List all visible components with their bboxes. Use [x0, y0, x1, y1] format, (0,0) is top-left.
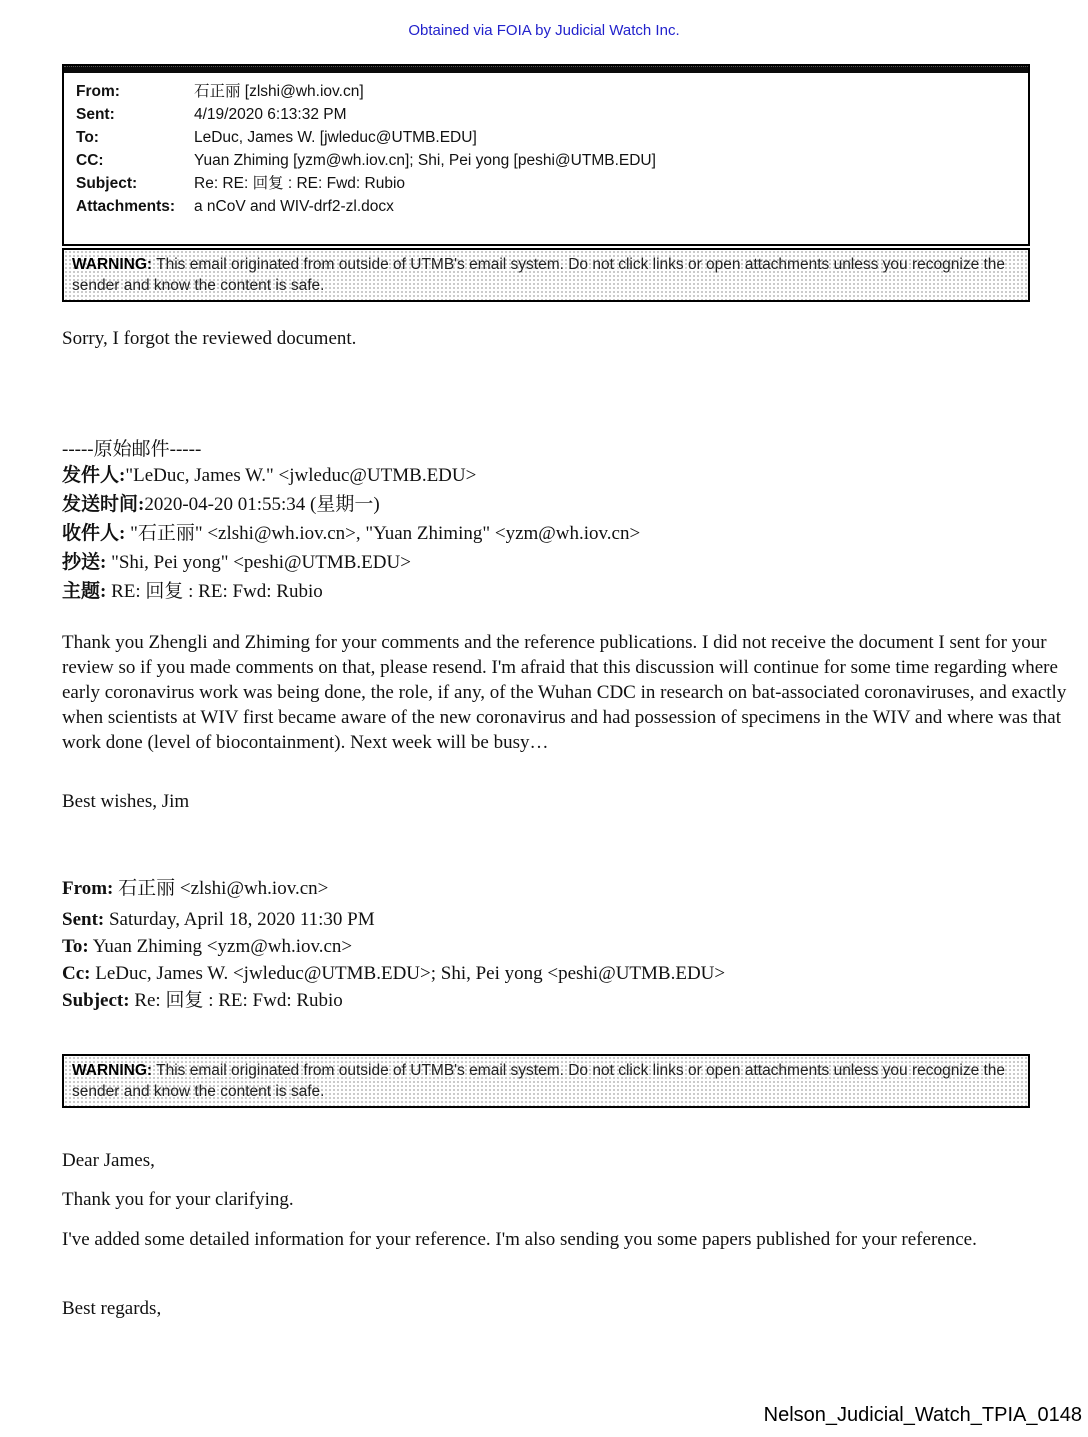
- field-value: Yuan Zhiming [yzm@wh.iov.cn]; Shi, Pei yong [peshi@UTMB.EDU]: [194, 152, 656, 169]
- field-label: 收件人:: [62, 523, 126, 544]
- field-value: 4/19/2020 6:13:32 PM: [194, 106, 347, 123]
- header-row-sent: [76, 103, 1016, 126]
- field-label: From:: [76, 83, 120, 100]
- forwarded-separator: -----原始邮件-----: [62, 439, 202, 460]
- field-label: Attachments:: [76, 198, 176, 215]
- signoff-jim: Best wishes, Jim: [62, 791, 190, 812]
- field-value: RE: 回复 : RE: Fwd: Rubio: [106, 581, 323, 602]
- field-label: Subject:: [62, 990, 130, 1011]
- document-content: [62, 64, 1067, 1320]
- field-label: CC:: [76, 152, 104, 169]
- field-label: 发件人:: [62, 465, 126, 486]
- message-greeting: Dear James,: [62, 1150, 155, 1171]
- header-row-subject: [76, 172, 1016, 195]
- fwd-row-from: [62, 461, 1030, 490]
- warning-text: This email originated from outside of UTMB's email system. Do not click links or open attachments unless you recognize the sender and know the content is safe.: [72, 256, 1006, 294]
- field-value: "Shi, Pei yong" <peshi@UTMB.EDU>: [106, 552, 411, 573]
- field-value: 2020-04-20 01:55:34 (星期一): [144, 494, 380, 515]
- field-value: LeDuc, James W. [jwleduc@UTMB.EDU]: [194, 129, 477, 146]
- email-header-fields: [64, 73, 1028, 218]
- field-value: "LeDuc, James W." <jwleduc@UTMB.EDU>: [125, 465, 477, 486]
- header-row-cc: [76, 149, 1016, 172]
- field-label: To:: [76, 129, 99, 146]
- field-label: Cc:: [62, 963, 91, 984]
- quoted-email-header: [62, 875, 1030, 1014]
- page-footer-bates-number: Nelson_Judicial_Watch_TPIA_0148: [763, 1404, 1082, 1426]
- field-label: 主题:: [62, 581, 107, 602]
- field-label: To:: [62, 936, 89, 957]
- message-body: Thank you Zhengli and Zhiming for your comments and the reference publications. I did not receive the document I sent for your review so if you made comments on that, please resend. I'm afraid that this discussion will continue for some time regarding where early coronavirus work was being done, the role, if any, of the Wuhan CDC in research on bat-associated coronaviruses, and exactly when scientists at WIV first became aware of the new coronavirus and had possession of specimens in the WIV and where was that work done (level of biocontainment). Next week will be busy…: [62, 632, 1067, 753]
- field-label: From:: [62, 878, 114, 899]
- message-signoff: Best regards,: [62, 1298, 162, 1319]
- fwd-row-subject: [62, 577, 1030, 606]
- warning-banner-2: [62, 1054, 1030, 1108]
- field-value: Re: RE: 回复 : RE: Fwd: Rubio: [194, 175, 406, 192]
- field-value: "石正丽" <zlshi@wh.iov.cn>, "Yuan Zhiming" <yzm@wh.iov.cn>: [125, 523, 641, 544]
- header-row-from: [76, 80, 1016, 103]
- field-value: Yuan Zhiming <yzm@wh.iov.cn>: [88, 936, 353, 957]
- header-row-to: [76, 126, 1016, 149]
- message-sorry: Sorry, I forgot the reviewed document.: [62, 328, 357, 349]
- foia-banner: Obtained via FOIA by Judicial Watch Inc.: [408, 22, 680, 39]
- header-row-attachments: [76, 195, 1016, 218]
- field-label: Sent:: [62, 909, 105, 930]
- warning-text: This email originated from outside of UTMB's email system. Do not click links or open attachments unless you recognize the sender and know the content is safe.: [72, 1062, 1006, 1100]
- message-line-2: I've added some detailed information for your reference. I'm also sending you some papers published for your reference.: [62, 1229, 977, 1250]
- field-label: Sent:: [76, 106, 115, 123]
- fwd-row-to: [62, 519, 1030, 548]
- warning-banner-1: [62, 248, 1030, 302]
- field-label: 发送时间:: [62, 494, 145, 515]
- attachment-name: a nCoV and WIV-drf2-zl.docx: [194, 198, 394, 215]
- quoted-row-sent: [62, 906, 1030, 933]
- fwd-row-cc: [62, 548, 1030, 577]
- header-top-bar: [64, 66, 1028, 73]
- warning-prefix: WARNING:: [72, 256, 153, 273]
- quoted-row-cc: [62, 960, 1030, 987]
- field-value: 石正丽 <zlshi@wh.iov.cn>: [113, 878, 329, 899]
- field-label: Subject:: [76, 175, 138, 192]
- fwd-row-sent: [62, 490, 1030, 519]
- quoted-row-from: [62, 875, 1030, 902]
- field-value: LeDuc, James W. <jwleduc@UTMB.EDU>; Shi, Pei yong <peshi@UTMB.EDU>: [90, 963, 726, 984]
- warning-prefix: WARNING:: [72, 1062, 153, 1079]
- message-line-1: Thank you for your clarifying.: [62, 1189, 294, 1210]
- quoted-row-to: [62, 933, 1030, 960]
- field-label: 抄送:: [62, 552, 107, 573]
- email-header-box: [62, 64, 1030, 246]
- field-value: Saturday, April 18, 2020 11:30 PM: [104, 909, 375, 930]
- field-value: Re: 回复 : RE: Fwd: Rubio: [129, 990, 343, 1011]
- quoted-row-subject: [62, 987, 1030, 1014]
- field-value: 石正丽 [zlshi@wh.iov.cn]: [194, 83, 364, 100]
